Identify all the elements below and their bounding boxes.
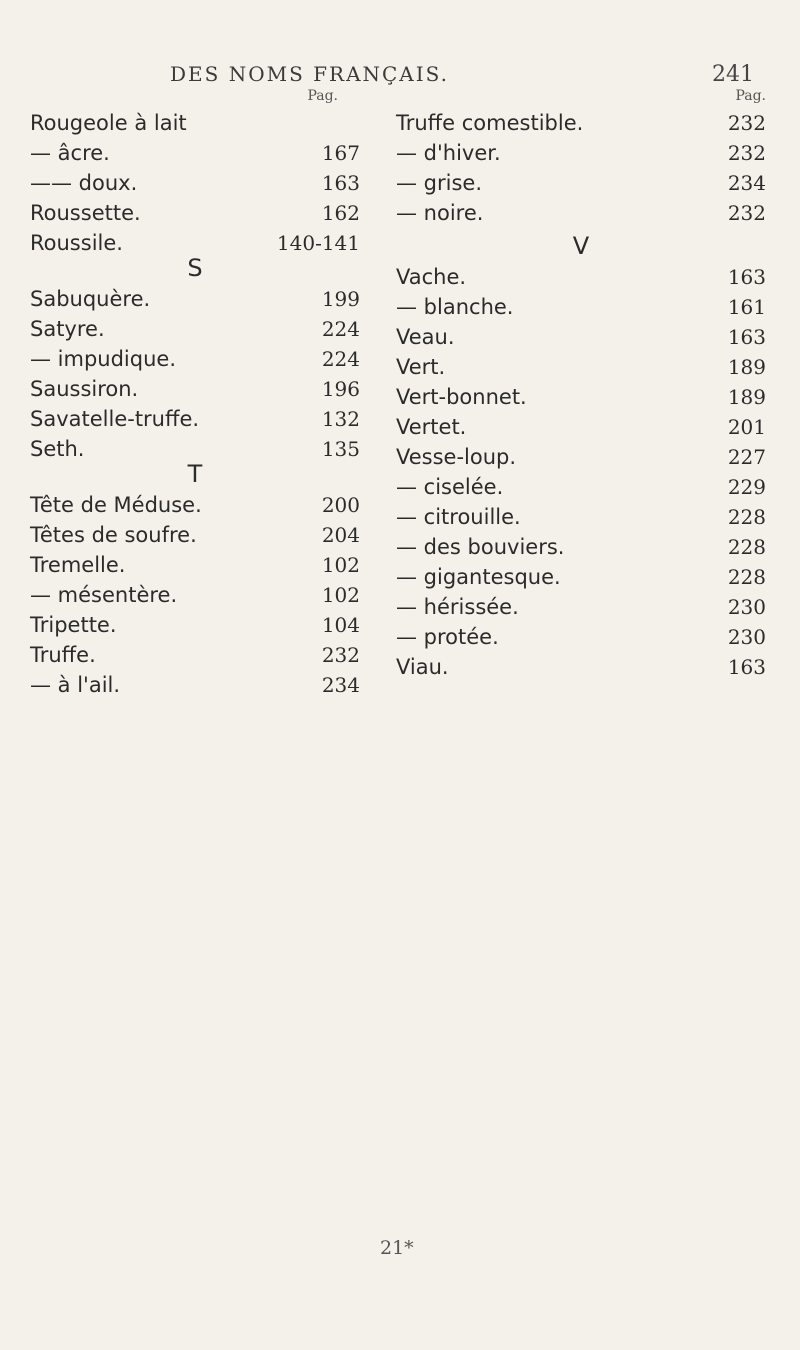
entry-page: 228	[727, 505, 766, 529]
entry-page: 204	[321, 523, 360, 547]
entry-page: 163	[321, 171, 360, 195]
entry-name: Saussiron.	[30, 377, 139, 401]
index-entry	[30, 314, 360, 344]
index-entry	[396, 532, 766, 562]
index-entry	[396, 138, 766, 168]
index-entry	[396, 292, 766, 322]
index-entry	[396, 472, 766, 502]
entry-page: 227	[727, 445, 766, 469]
entry-page: 102	[321, 553, 360, 577]
entry-page: 199	[321, 287, 360, 311]
section-letter-t: T	[187, 460, 203, 488]
running-title: DES NOMS FRANÇAIS.	[170, 62, 449, 86]
entry-page: 132	[321, 407, 360, 431]
entry-name: Viau.	[396, 655, 449, 679]
entry-name: — gigantesque.	[396, 565, 561, 589]
index-entry	[30, 168, 360, 198]
index-entry	[30, 670, 360, 700]
entry-page: 102	[321, 583, 360, 607]
entry-page: 140-141	[276, 231, 360, 255]
entry-name: Rougeole à lait	[30, 111, 187, 135]
entry-name: Tripette.	[30, 613, 117, 637]
index-entry	[30, 580, 360, 610]
index-entry	[396, 412, 766, 442]
entry-page: 232	[321, 643, 360, 667]
entry-name: — citrouille.	[396, 505, 521, 529]
entry-name: Truffe.	[30, 643, 96, 667]
pag-label: Pag.	[735, 88, 766, 104]
entry-page: 189	[727, 355, 766, 379]
entry-page: 224	[321, 317, 360, 341]
entry-name: Tête de Méduse.	[30, 493, 202, 517]
entry-page: 167	[321, 141, 360, 165]
entry-name: Têtes de soufre.	[30, 523, 197, 547]
entry-page: 224	[321, 347, 360, 371]
index-entry	[30, 404, 360, 434]
entry-page: 201	[727, 415, 766, 439]
entry-name: Roussile.	[30, 231, 123, 255]
entry-name: — d'hiver.	[396, 141, 501, 165]
entry-page: 200	[321, 493, 360, 517]
entry-name: Tremelle.	[30, 553, 126, 577]
entry-name: Seth.	[30, 437, 85, 461]
index-entry	[396, 322, 766, 352]
entry-name: — à l'ail.	[30, 673, 121, 697]
index-entry	[396, 622, 766, 652]
index-entry	[30, 198, 360, 228]
index-entry	[396, 168, 766, 198]
index-entry	[396, 352, 766, 382]
entry-page: 163	[727, 655, 766, 679]
entry-name: — des bouviers.	[396, 535, 565, 559]
entry-name: Veau.	[396, 325, 455, 349]
entry-page: 135	[321, 437, 360, 461]
entry-page: 162	[321, 201, 360, 225]
entry-name: Vache.	[396, 265, 467, 289]
entry-name: — noire.	[396, 201, 484, 225]
entry-name: — impudique.	[30, 347, 177, 371]
entry-name: — blanche.	[396, 295, 514, 319]
entry-page: 228	[727, 535, 766, 559]
entry-page: 232	[727, 111, 766, 135]
entry-name: Vert.	[396, 355, 446, 379]
entry-name: —— doux.	[30, 171, 138, 195]
entry-page: 232	[727, 201, 766, 225]
index-entry	[30, 138, 360, 168]
page-number: 241	[712, 62, 754, 87]
index-entry	[30, 284, 360, 314]
index-entry	[30, 344, 360, 374]
entry-name: — protée.	[396, 625, 499, 649]
entry-name: Vesse-loup.	[396, 445, 517, 469]
index-entry	[30, 610, 360, 640]
entry-name: Vertet.	[396, 415, 467, 439]
entry-page: 163	[727, 265, 766, 289]
index-column-right	[396, 88, 766, 682]
index-entry	[30, 108, 360, 138]
entry-name: Truffe comestible.	[396, 111, 584, 135]
index-entry	[396, 198, 766, 228]
section-letter-v: V	[572, 232, 590, 260]
index-entry	[30, 490, 360, 520]
index-entry	[396, 262, 766, 292]
pag-label: Pag.	[307, 88, 338, 104]
entry-page: 163	[727, 325, 766, 349]
entry-page: 234	[321, 673, 360, 697]
index-entry	[30, 550, 360, 580]
entry-page: 232	[727, 141, 766, 165]
index-entry	[396, 562, 766, 592]
entry-name: Roussette.	[30, 201, 141, 225]
index-entry	[396, 592, 766, 622]
entry-name: — ciselée.	[396, 475, 504, 499]
entry-name: — grise.	[396, 171, 483, 195]
signature-mark: 21*	[380, 1237, 414, 1259]
index-entry	[396, 382, 766, 412]
index-entry	[396, 108, 766, 138]
entry-page: 228	[727, 565, 766, 589]
index-entry	[30, 640, 360, 670]
index-column-left	[30, 88, 360, 700]
entry-page: 230	[727, 625, 766, 649]
entry-page: 161	[727, 295, 766, 319]
entry-name: Sabuquère.	[30, 287, 151, 311]
index-entry	[396, 652, 766, 682]
entry-name: — mésentère.	[30, 583, 178, 607]
index-entry	[30, 520, 360, 550]
index-entry	[30, 374, 360, 404]
entry-name: — hérissée.	[396, 595, 519, 619]
entry-page: 230	[727, 595, 766, 619]
entry-name: Satyre.	[30, 317, 105, 341]
entry-name: Vert-bonnet.	[396, 385, 527, 409]
section-letter-s: S	[187, 254, 203, 282]
entry-page: 234	[727, 171, 766, 195]
entry-name: — âcre.	[30, 141, 110, 165]
entry-page: 196	[321, 377, 360, 401]
entry-page: 189	[727, 385, 766, 409]
entry-page: 104	[321, 613, 360, 637]
entry-name: Savatelle-truffe.	[30, 407, 200, 431]
entry-page: 229	[727, 475, 766, 499]
index-entry	[396, 442, 766, 472]
index-entry	[396, 502, 766, 532]
